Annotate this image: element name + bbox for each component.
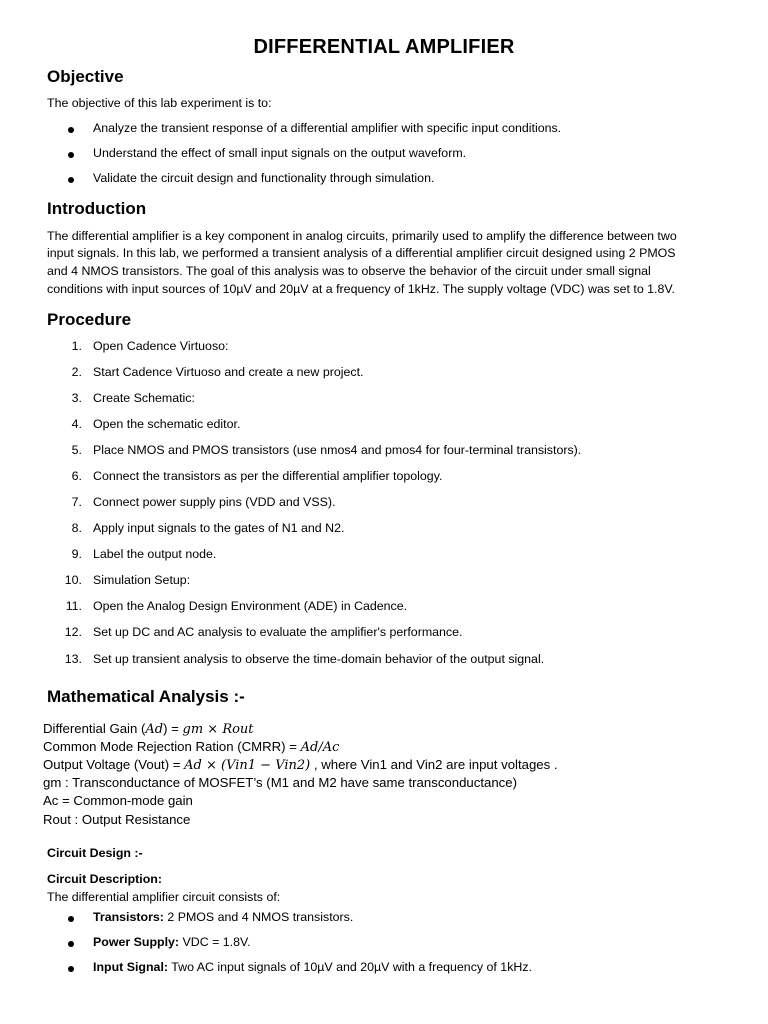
vout-formula — [43, 757, 558, 773]
step-number: 4. — [71, 417, 82, 431]
gain-expression: gm × Rout — [182, 722, 254, 737]
circuit-description-heading: Circuit Description: — [47, 872, 162, 886]
objective-bullet: Analyze the transient response of a differential amplifier with specific input conditions. — [93, 121, 562, 135]
introduction-line: input signals. In this lab, we performed a transient analysis of a differential amplifier circuit designed using 2 PMOS — [47, 246, 676, 260]
step-number: 9. — [71, 547, 82, 561]
step-number: 1. — [71, 339, 82, 353]
introduction-line: The differential amplifier is a key component in analog circuits, primarily used to amplify the difference between two — [47, 229, 677, 243]
objective-heading: Objective — [47, 67, 124, 86]
step-text: Simulation Setup: — [93, 573, 191, 587]
step-number: 10. — [64, 573, 82, 587]
bullet-icon — [68, 152, 74, 158]
circuit-design-heading: Circuit Design :- — [47, 846, 143, 860]
circuit-item — [93, 960, 532, 974]
step-number: 3. — [71, 391, 82, 405]
cmrr-label: Common Mode Rejection Ration (CMRR) = — [43, 739, 301, 754]
bullet-icon — [68, 177, 74, 183]
step-text: Start Cadence Virtuoso and create a new project. — [93, 365, 364, 379]
cmrr-formula — [43, 739, 339, 755]
bullet-icon — [68, 916, 74, 922]
page-title: DIFFERENTIAL AMPLIFIER — [253, 36, 515, 58]
gain-formula — [43, 721, 254, 737]
step-text: Create Schematic: — [93, 391, 195, 405]
introduction-line: and 4 NMOS transistors. The goal of this analysis was to observe the behavior of the circuit under small signal — [47, 264, 651, 278]
step-number: 12. — [64, 625, 82, 639]
step-text: Apply input signals to the gates of N1 and N2. — [93, 521, 345, 535]
circuit-item-label: Transistors: — [93, 910, 164, 924]
step-text: Open the schematic editor. — [93, 417, 241, 431]
introduction-heading: Introduction — [47, 199, 147, 218]
math-heading: Mathematical Analysis :- — [47, 687, 245, 706]
step-text: Place NMOS and PMOS transistors (use nmos4 and pmos4 for four-terminal transistors). — [93, 443, 582, 457]
step-number: 11. — [65, 599, 82, 613]
step-text: Set up DC and AC analysis to evaluate the amplifier's performance. — [93, 625, 463, 639]
bullet-icon — [68, 127, 74, 133]
introduction-line: conditions with input sources of 10µV and 20µV at a frequency of 1kHz. The supply voltage (VDC) was set to 1.8V. — [47, 282, 675, 296]
step-number: 8. — [71, 521, 82, 535]
step-text: Open the Analog Design Environment (ADE) in Cadence. — [93, 599, 408, 613]
step-number: 7. — [71, 495, 82, 509]
circuit-description-intro: The differential amplifier circuit consists of: — [47, 890, 281, 904]
gain-variable: Ad — [145, 722, 164, 737]
objective-intro: The objective of this lab experiment is to: — [47, 96, 272, 110]
step-text: Set up transient analysis to observe the time-domain behavior of the output signal. — [93, 652, 545, 666]
vout-tail: , where Vin1 and Vin2 are input voltages . — [310, 757, 558, 772]
ac-definition: Ac = Common-mode gain — [43, 793, 193, 808]
circuit-item — [93, 910, 353, 924]
step-number: 13. — [64, 652, 82, 666]
gm-definition: gm : Transconductance of MOSFET’s (M1 and M2 have same transconductance) — [43, 775, 517, 790]
gain-equals: ) = — [163, 721, 183, 736]
bullet-icon — [68, 966, 74, 972]
step-text: Connect the transistors as per the differential amplifier topology. — [93, 469, 443, 483]
step-number: 2. — [71, 365, 82, 379]
step-text: Connect power supply pins (VDD and VSS). — [93, 495, 336, 509]
rout-definition: Rout : Output Resistance — [43, 812, 191, 827]
bullet-icon — [68, 941, 74, 947]
circuit-item-text: VDC = 1.8V. — [179, 935, 251, 949]
circuit-item-label: Input Signal: — [93, 960, 169, 974]
step-number: 6. — [71, 469, 82, 483]
step-text: Open Cadence Virtuoso: — [93, 339, 229, 353]
procedure-heading: Procedure — [47, 310, 132, 329]
circuit-item — [93, 935, 251, 949]
cmrr-expression: Ad/Ac — [300, 740, 340, 755]
gain-label: Differential Gain ( — [43, 721, 146, 736]
objective-bullet: Validate the circuit design and functionality through simulation. — [93, 171, 435, 185]
step-text: Label the output node. — [93, 547, 217, 561]
objective-bullet: Understand the effect of small input signals on the output waveform. — [93, 146, 467, 160]
step-number: 5. — [71, 443, 82, 457]
circuit-item-label: Power Supply: — [93, 935, 180, 949]
circuit-item-text: 2 PMOS and 4 NMOS transistors. — [163, 910, 354, 924]
vout-label: Output Voltage (Vout) = — [43, 757, 185, 772]
circuit-item-text: Two AC input signals of 10µV and 20µV with a frequency of 1kHz. — [168, 960, 532, 974]
vout-expression: Ad × (Vin1 − Vin2) — [184, 758, 311, 773]
